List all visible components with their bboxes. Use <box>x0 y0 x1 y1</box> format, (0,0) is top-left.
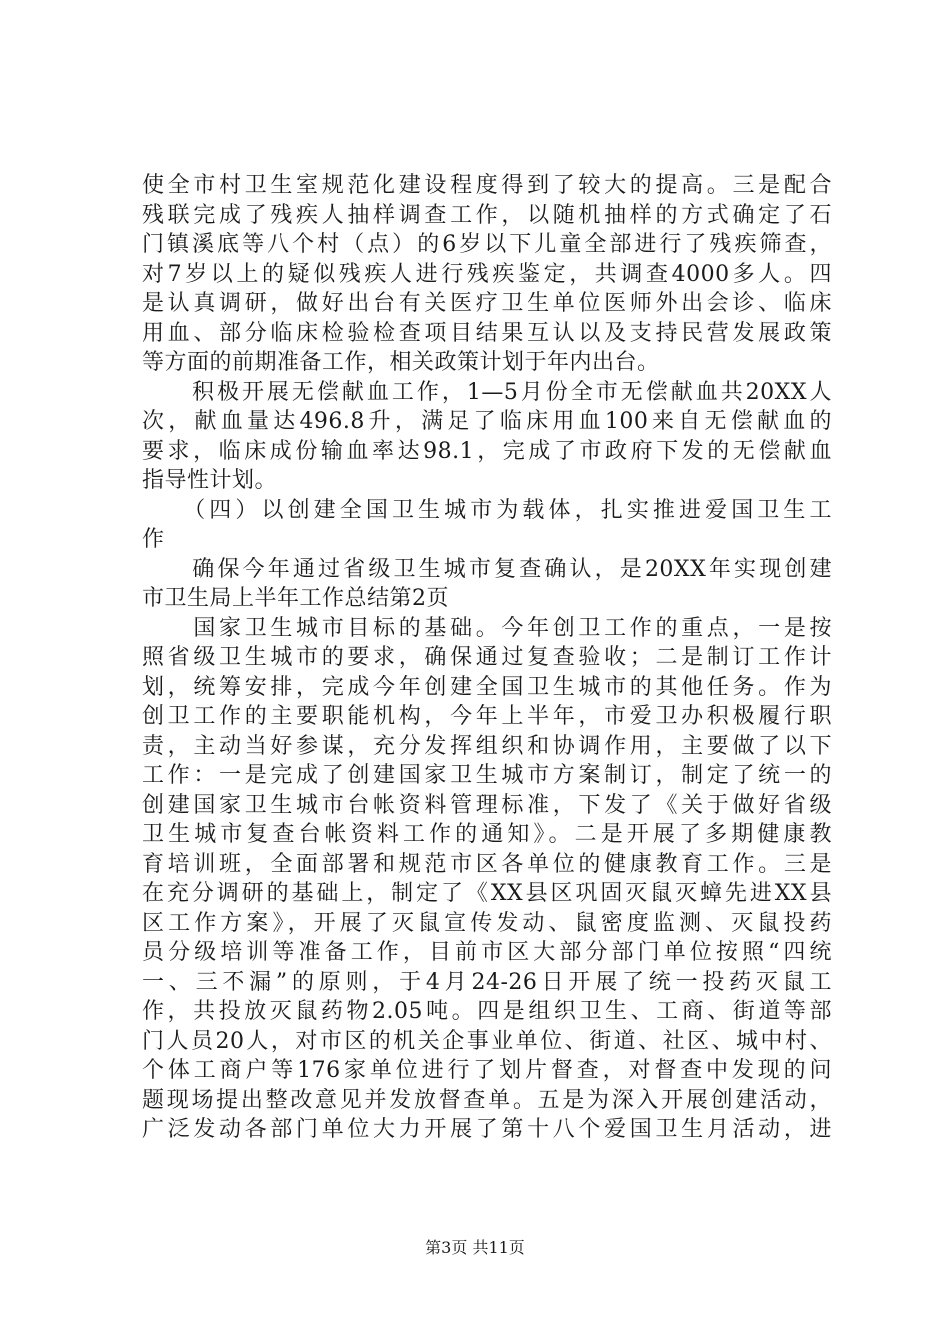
text-line: 创卫工作的主要职能机构，今年上半年，市爱卫办积极履行职 <box>142 704 832 729</box>
text-line: 积极开展无偿献血工作，1—5月份全市无偿献血共20XX人 <box>142 379 832 405</box>
text-line: 对7岁以上的疑似残疾人进行残疾鉴定，共调查4000多人。四 <box>142 261 832 287</box>
text-line: 创建国家卫生城市台帐资料管理标准，下发了《关于做好省级 <box>142 792 832 818</box>
text-line: 门人员20人，对市区的机关企事业单位、街道、社区、城中村、 <box>142 1028 832 1054</box>
text-line: 用血、部分临床检验检查项目结果互认以及支持民营发展政策 <box>142 320 832 346</box>
text-line: 指导性计划。 <box>142 468 278 493</box>
text-line: 责，主动当好参谋，充分发挥组织和协调作用，主要做了以下 <box>142 733 832 759</box>
text-line: 工作：一是完成了创建国家卫生城市方案制订，制定了统一的 <box>142 763 832 788</box>
text-line: 要求，临床成份输血率达98.1，完成了市政府下发的无偿献血 <box>142 438 832 464</box>
text-line: 一、三不漏”的原则，于4月24-26日开展了统一投药灭鼠工 <box>142 969 832 995</box>
text-line: 广泛发动各部门单位大力开展了第十八个爱国卫生月活动，进 <box>142 1117 832 1142</box>
text-line: 育培训班，全面部署和规范市区各单位的健康教育工作。三是 <box>142 851 832 877</box>
page-number-footer: 第3页 共11页 <box>425 1238 525 1257</box>
text-line: 划，统筹安排，完成今年创建全国卫生城市的其他任务。作为 <box>142 674 832 700</box>
text-line: 市卫生局上半年工作总结第2页 <box>142 586 449 611</box>
text-line: 在充分调研的基础上，制定了《XX县区巩固灭鼠灭蟑先进XX县 <box>142 881 832 906</box>
text-line: 等方面的前期准备工作，相关政策计划于年内出台。 <box>142 350 660 375</box>
text-line: 作 <box>142 527 165 552</box>
text-line: （四）以创建全国卫生城市为载体，扎实推进爱国卫生工 <box>142 497 832 523</box>
text-line: 使全市村卫生室规范化建设程度得到了较大的提高。三是配合 <box>142 173 832 198</box>
text-line: 次，献血量达496.8升，满足了临床用血100来自无偿献血的 <box>142 409 832 434</box>
text-line: 门镇溪底等八个村（点）的6岁以下儿童全部进行了残疾筛查， <box>142 232 832 257</box>
text-line: 作，共投放灭鼠药物2.05吨。四是组织卫生、工商、街道等部 <box>142 999 832 1024</box>
text-line: 个体工商户等176家单位进行了划片督查，对督查中发现的问 <box>142 1058 832 1083</box>
text-line: 照省级卫生城市的要求，确保通过复查验收；二是制订工作计 <box>142 645 832 670</box>
text-line: 国家卫生城市目标的基础。今年创卫工作的重点，一是按 <box>142 615 832 641</box>
text-line: 是认真调研，做好出台有关医疗卫生单位医师外出会诊、临床 <box>142 291 832 316</box>
document-body <box>142 171 832 1145</box>
text-line: 确保今年通过省级卫生城市复查确认，是20XX年实现创建 <box>142 556 832 582</box>
text-line: 题现场提出整改意见并发放督查单。五是为深入开展创建活动， <box>142 1087 832 1113</box>
text-line: 员分级培训等准备工作，目前市区大部分部门单位按照“四统 <box>142 940 832 965</box>
text-line: 卫生城市复查台帐资料工作的通知》。二是开展了多期健康教 <box>142 822 832 847</box>
text-line: 残联完成了残疾人抽样调查工作，以随机抽样的方式确定了石 <box>142 202 832 228</box>
text-line: 区工作方案》，开展了灭鼠宣传发动、鼠密度监测、灭鼠投药 <box>142 910 832 936</box>
